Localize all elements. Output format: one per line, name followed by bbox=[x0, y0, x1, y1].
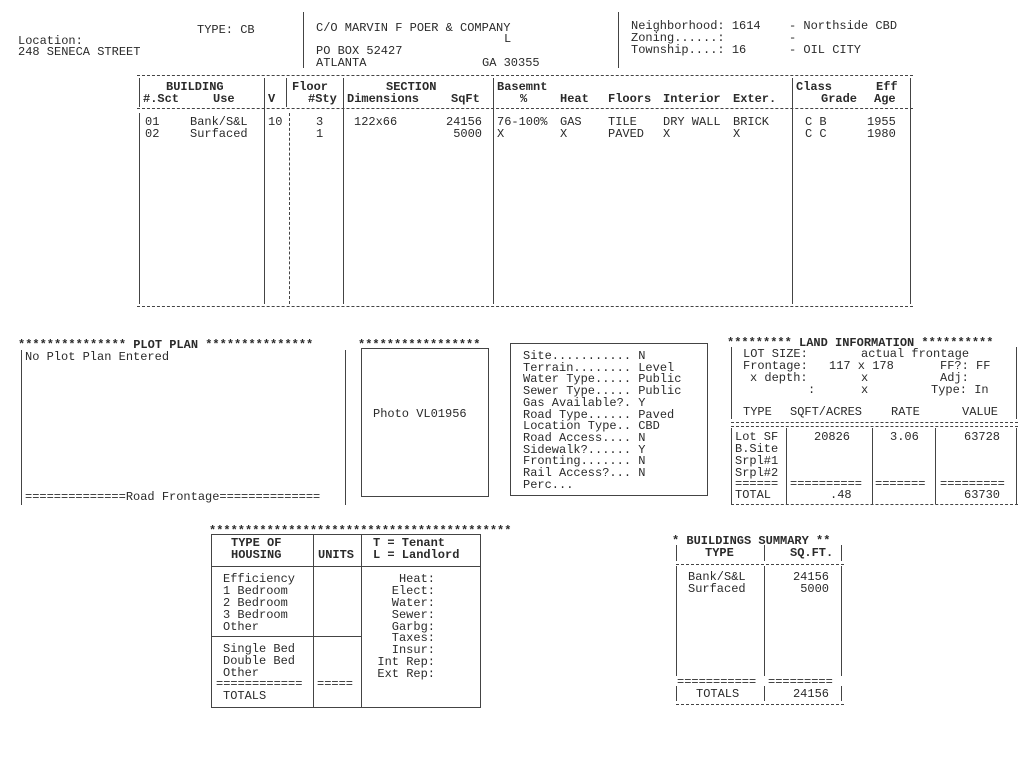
housing-type: Other bbox=[223, 620, 260, 634]
land-total-label: TOTAL bbox=[735, 488, 772, 502]
hdr-eff: Eff bbox=[876, 80, 898, 94]
housing-hdr-landlord: L = Landlord bbox=[373, 548, 460, 562]
housing-eq: ============ bbox=[216, 677, 303, 691]
housing-group-divider bbox=[211, 636, 362, 637]
row-floors: TILE bbox=[608, 115, 637, 129]
site-line: Gas Available?. Y bbox=[523, 395, 646, 410]
col-divider bbox=[792, 78, 793, 304]
header-divider-1 bbox=[303, 12, 304, 68]
site-line: Perc... bbox=[523, 477, 574, 492]
land-eq: ========== bbox=[790, 477, 863, 491]
summary-col-divider bbox=[764, 545, 765, 561]
summary-col-divider bbox=[676, 545, 677, 561]
owner-po-box: PO BOX 52427 bbox=[316, 44, 403, 58]
building-table-bottom-border bbox=[137, 306, 913, 307]
expense-label: Taxes: bbox=[391, 631, 435, 645]
header-divider-2 bbox=[618, 12, 619, 68]
housing-stars: ****************************************** bbox=[209, 524, 512, 538]
housing-col-divider bbox=[361, 534, 362, 707]
hdr-dimensions: Dimensions bbox=[347, 92, 420, 106]
land-col-divider bbox=[786, 428, 787, 504]
hdr-exter: Exter. bbox=[733, 92, 777, 106]
expense-label: Elect: bbox=[391, 584, 435, 598]
row-basement: X bbox=[497, 127, 505, 141]
hdr-use: Use bbox=[213, 92, 235, 106]
hdr-age: Age bbox=[874, 92, 896, 106]
housing-type: Efficiency bbox=[223, 572, 296, 586]
summary-header-divider bbox=[676, 564, 844, 565]
land-hdr-sqft: SQFT/ACRES bbox=[790, 405, 863, 419]
land-info-title: ********* LAND INFORMATION ********** bbox=[727, 336, 994, 350]
site-line: Water Type..... Public bbox=[523, 372, 682, 387]
land-type: B.Site bbox=[735, 442, 779, 456]
road-frontage: ==============Road Frontage============== bbox=[25, 490, 321, 504]
zoning-value: - bbox=[789, 31, 797, 45]
row-heat: GAS bbox=[560, 115, 582, 129]
row-sqft: 5000 bbox=[453, 127, 482, 141]
summary-bottom-border bbox=[676, 704, 844, 705]
housing-hdr-housing: HOUSING bbox=[231, 548, 282, 562]
expense-label: Water: bbox=[391, 596, 435, 610]
hdr-v: V bbox=[268, 92, 276, 106]
summary-title: * BUILDINGS SUMMARY ** bbox=[672, 534, 831, 548]
owner-code: L bbox=[504, 32, 512, 46]
row-heat: X bbox=[560, 127, 568, 141]
housing-header-divider bbox=[211, 566, 480, 567]
summary-hdr-sqft: SQ.FT. bbox=[790, 546, 834, 560]
row-basement: 76-100% bbox=[497, 115, 548, 129]
type-in: Type: In bbox=[931, 383, 989, 397]
lot-rate: 3.06 bbox=[890, 430, 919, 444]
row-sty: 1 bbox=[316, 127, 324, 141]
row-use: Bank/S&L bbox=[190, 115, 248, 129]
township: Township....: 16 bbox=[631, 43, 747, 57]
housing-hdr-tenant: T = Tenant bbox=[373, 536, 446, 550]
row-v: 10 bbox=[268, 115, 283, 129]
row-sct: 02 bbox=[145, 127, 160, 141]
housing-eq: ===== bbox=[317, 677, 354, 691]
land-col-divider bbox=[1016, 428, 1017, 504]
housing-hdr-type-of: TYPE OF bbox=[231, 536, 282, 550]
land-hdr-value: VALUE bbox=[962, 405, 999, 419]
expense-label: Heat: bbox=[398, 572, 435, 586]
hdr-sqft: SqFt bbox=[451, 92, 480, 106]
hdr-grade: Grade bbox=[821, 92, 858, 106]
site-line: Sidewalk?...... Y bbox=[523, 442, 646, 457]
hdr-heat: Heat bbox=[560, 92, 589, 106]
hdr-interior: Interior bbox=[663, 92, 721, 106]
row-use: Surfaced bbox=[190, 127, 248, 141]
ff-value: FF?: FF bbox=[940, 359, 991, 373]
hdr-floor: Floor bbox=[292, 80, 329, 94]
col-divider bbox=[286, 78, 287, 107]
frontage-label: Frontage: bbox=[743, 359, 808, 373]
expense-label: Insur: bbox=[391, 643, 435, 657]
photo-stars: ***************** bbox=[358, 338, 481, 352]
land-col-divider bbox=[935, 428, 936, 504]
photo-label: Photo VL01956 bbox=[373, 407, 467, 421]
summary-col-divider bbox=[841, 566, 842, 676]
land-eq: ====== bbox=[735, 477, 779, 491]
site-line: Location Type.. CBD bbox=[523, 419, 660, 434]
plot-plan-title: *************** PLOT PLAN *************** bbox=[18, 338, 314, 352]
summary-value: 5000 bbox=[800, 582, 829, 596]
summary-hdr-type: TYPE bbox=[705, 546, 734, 560]
site-line: Sewer Type..... Public bbox=[523, 384, 682, 399]
plot-plan-right-border bbox=[345, 350, 346, 505]
summary-col-divider bbox=[841, 545, 842, 561]
housing-type: 3 Bedroom bbox=[223, 608, 288, 622]
land-header-divider-2 bbox=[731, 426, 1018, 427]
depth-label: x depth: bbox=[750, 371, 808, 385]
township-name: - OIL CITY bbox=[789, 43, 862, 57]
hdr-basemnt: Basemnt bbox=[497, 80, 548, 94]
expense-label: Sewer: bbox=[391, 608, 435, 622]
owner-city: ATLANTA bbox=[316, 56, 367, 70]
plot-plan-left-border bbox=[21, 350, 22, 505]
extra-x: x bbox=[861, 383, 869, 397]
summary-col-divider bbox=[764, 686, 765, 701]
building-table-top-border bbox=[137, 75, 913, 76]
property-address: 248 SENECA STREET bbox=[18, 45, 141, 59]
land-col-divider bbox=[872, 428, 873, 504]
zoning: Zoning......: bbox=[631, 31, 725, 45]
site-line: Site........... N bbox=[523, 349, 646, 363]
housing-hdr-units: UNITS bbox=[318, 548, 355, 562]
neighborhood: Neighborhood: 1614 bbox=[631, 19, 761, 33]
depth-value: x bbox=[861, 371, 869, 385]
owner-state-zip: GA 30355 bbox=[482, 56, 540, 70]
row-interior: DRY WALL bbox=[663, 115, 721, 129]
col-divider bbox=[139, 113, 140, 304]
housing-type: 2 Bedroom bbox=[223, 596, 288, 610]
row-age: 1980 bbox=[867, 127, 896, 141]
frontage-value: 117 x 178 bbox=[829, 359, 894, 373]
photo-frame bbox=[361, 348, 489, 497]
summary-type: Surfaced bbox=[688, 582, 746, 596]
land-hdr-type: TYPE bbox=[743, 405, 772, 419]
land-type: Lot SF bbox=[735, 430, 779, 444]
summary-col-divider bbox=[676, 686, 677, 701]
site-line: Road Access.... N bbox=[523, 430, 646, 445]
row-sct: 01 bbox=[145, 115, 160, 129]
site-line: Road Type...... Paved bbox=[523, 407, 675, 422]
summary-col-divider bbox=[841, 686, 842, 701]
row-dimensions: 122x66 bbox=[354, 115, 398, 129]
summary-total: 24156 bbox=[792, 687, 829, 701]
row-sqft: 24156 bbox=[445, 115, 482, 129]
land-hdr-rate: RATE bbox=[891, 405, 920, 419]
hdr-pct: % bbox=[520, 92, 528, 106]
land-total-value: 63730 bbox=[964, 488, 1001, 502]
land-eq: ========= bbox=[940, 477, 1005, 491]
expense-label: Garbg: bbox=[391, 620, 435, 634]
summary-col-divider bbox=[676, 566, 677, 676]
col-divider bbox=[264, 78, 265, 304]
housing-col-divider bbox=[313, 534, 314, 707]
land-left-border bbox=[731, 347, 732, 419]
hdr-section: SECTION bbox=[386, 80, 437, 94]
land-total-acres: .48 bbox=[830, 488, 852, 502]
land-eq: ======= bbox=[875, 477, 926, 491]
land-header-divider-1 bbox=[731, 422, 1018, 423]
housing-type: Single Bed bbox=[223, 642, 296, 656]
lot-size-value: actual frontage bbox=[861, 347, 970, 361]
hdr-class: Class bbox=[796, 80, 833, 94]
land-right-border bbox=[1016, 347, 1017, 419]
location-label: Location: bbox=[18, 34, 83, 48]
row-exter: X bbox=[733, 127, 741, 141]
site-line: Rail Access?... N bbox=[523, 466, 646, 480]
hdr-building: BUILDING bbox=[166, 80, 224, 94]
col-divider bbox=[289, 113, 290, 304]
hdr-floors: Floors bbox=[608, 92, 652, 106]
summary-totals-label: TOTALS bbox=[696, 687, 740, 701]
housing-type: 1 Bedroom bbox=[223, 584, 288, 598]
site-line: Fronting....... N bbox=[523, 454, 646, 469]
row-class: C B bbox=[805, 115, 827, 129]
housing-type: Other bbox=[223, 666, 260, 680]
row-interior: X bbox=[663, 127, 671, 141]
building-table-header-border bbox=[137, 108, 913, 109]
col-divider bbox=[910, 78, 911, 304]
land-bottom-border bbox=[731, 504, 1018, 505]
housing-type: Double Bed bbox=[223, 654, 296, 668]
housing-totals: TOTALS bbox=[223, 689, 267, 703]
row-floors: PAVED bbox=[608, 127, 645, 141]
site-line: Terrain........ Level bbox=[523, 360, 675, 375]
hdr-sty: #Sty bbox=[308, 92, 337, 106]
lot-size-label: LOT SIZE: bbox=[743, 347, 808, 361]
col-divider bbox=[139, 78, 140, 107]
hdr-sct: #.Sct bbox=[143, 92, 180, 106]
lot-sqft: 20826 bbox=[814, 430, 851, 444]
extra-colon: : bbox=[808, 383, 816, 397]
neighborhood-name: - Northside CBD bbox=[789, 19, 898, 33]
summary-eq: =========== bbox=[677, 675, 757, 689]
expense-label: Int Rep: bbox=[377, 655, 435, 669]
summary-type: Bank/S&L bbox=[688, 570, 746, 584]
summary-value: 24156 bbox=[792, 570, 829, 584]
land-type: Srpl#2 bbox=[735, 466, 779, 480]
expense-label: Ext Rep: bbox=[377, 667, 435, 681]
summary-col-divider bbox=[764, 566, 765, 676]
owner-name: C/O MARVIN F POER & COMPANY bbox=[316, 21, 511, 35]
property-type: TYPE: CB bbox=[197, 23, 255, 37]
row-age: 1955 bbox=[867, 115, 896, 129]
summary-eq: ========= bbox=[768, 675, 833, 689]
col-divider bbox=[343, 78, 344, 304]
land-type: Srpl#1 bbox=[735, 454, 779, 468]
lot-value: 63728 bbox=[964, 430, 1001, 444]
col-divider bbox=[493, 78, 494, 304]
row-class: C C bbox=[805, 127, 827, 141]
row-sty: 3 bbox=[316, 115, 324, 129]
adj-label: Adj: bbox=[940, 371, 969, 385]
plot-plan-text: No Plot Plan Entered bbox=[25, 350, 170, 364]
row-exter: BRICK bbox=[733, 115, 770, 129]
land-col-divider bbox=[731, 428, 732, 504]
